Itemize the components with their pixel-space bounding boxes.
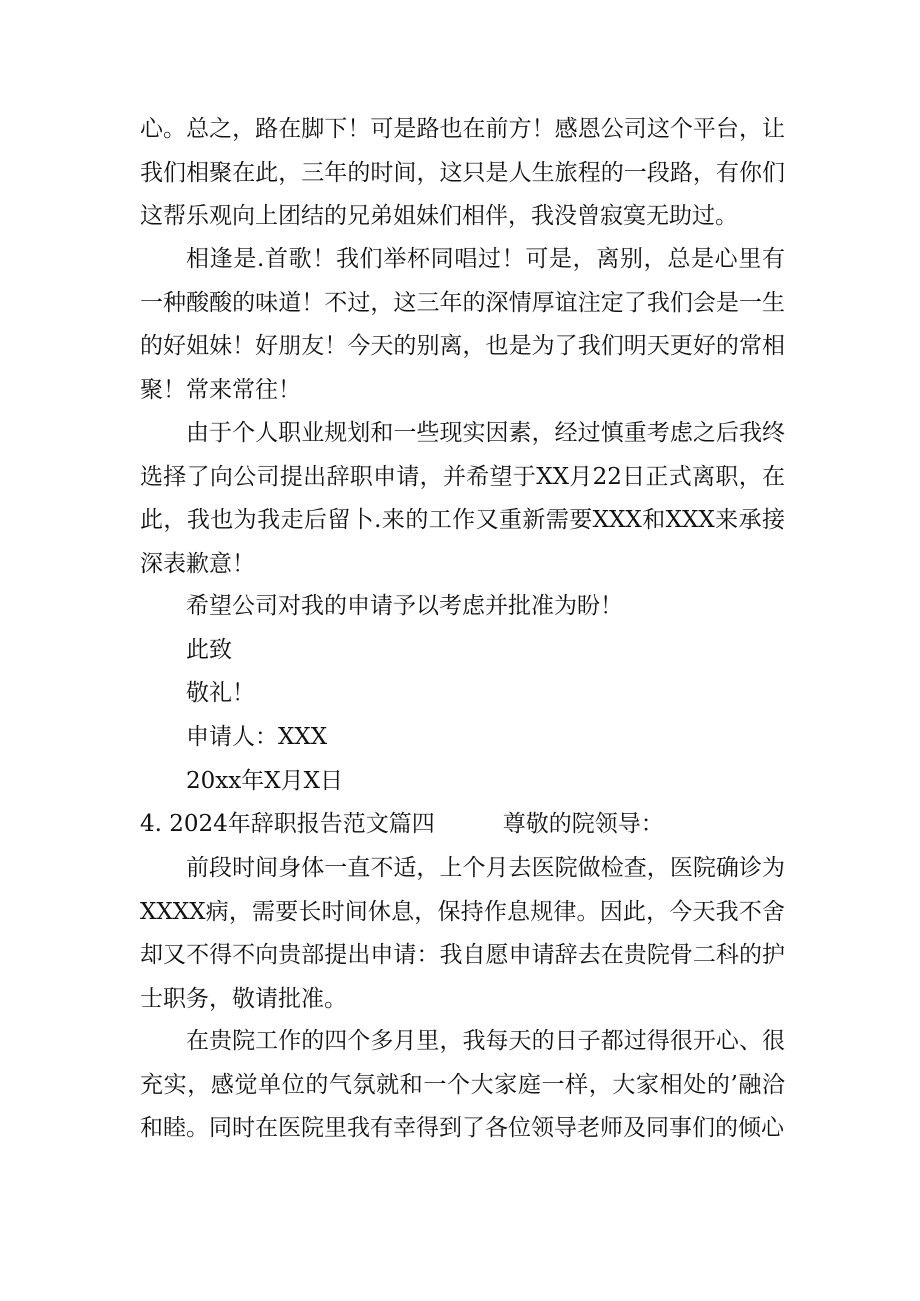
paragraph-illness: 前段时间身体一直不适，上个月去医院做检查，医院确诊为XXXX病，需要长时间休息，保持作息规律。因此，今天我不舍却又不得不向贵部提出申请：我自愿申请辞去在贵院骨二科的护士职务，敬请批准。 [140, 855, 785, 1012]
section-heading-row [140, 803, 785, 847]
closing-hope: 希望公司对我的申请予以考虑并批准为盼！ [186, 593, 623, 619]
paragraph-gratitude: 心。总之，路在脚下！可是路也在前方！感恩公司这个平台，让我们相聚在此，三年的时间，这只是人生旅程的一段路，有你们这帮乐观向上团结的兄弟姐妹们相伴，我没曾寂寞无助过。 [140, 116, 785, 229]
salutation: 尊敬的院领导： [502, 811, 664, 837]
paragraph-work-experience: 在贵院工作的四个多月里，我每天的日子都过得很开心、很充实，感觉单位的气氛就和一个大家庭一样，大家相处的’融洽和睦。同时在医院里我有幸得到了各位领导老师及同事们的倾心 [140, 1028, 785, 1141]
signature-applicant: 申请人：XXX [186, 724, 328, 750]
closing-zhici: 此致 [186, 637, 232, 663]
paragraph-resignation-reason: 由于个人职业规划和一些现实因素，经过慎重考虑之后我终选择了向公司提出辞职申请，并希望于XX月22日正式离职，在此，我也为我走后留卜.来的工作又重新需要XXX和XXX来承接深表歉意！ [140, 420, 785, 577]
paragraph-farewell: 相逢是.首歌！我们举杯同唱过！可是，离别，总是心里有一种酸酸的味道！不过，这三年的深情厚谊注定了我们会是一生的好姐妹！好朋友！今天的别离，也是为了我们明天更好的常相聚！常来常往！ [140, 246, 785, 403]
closing-jingli: 敬礼！ [186, 680, 255, 706]
section-heading: 4. 2024年辞职报告范文篇四 [140, 811, 435, 837]
signature-date: 20xx年X月X日 [186, 768, 343, 794]
